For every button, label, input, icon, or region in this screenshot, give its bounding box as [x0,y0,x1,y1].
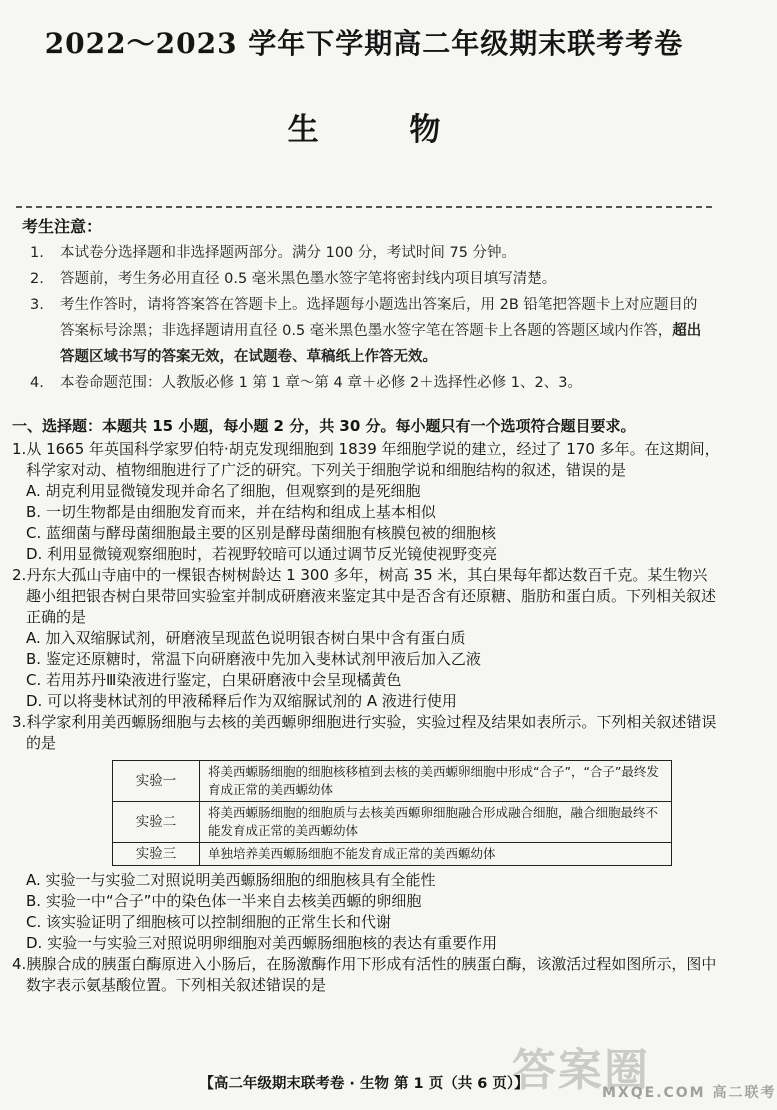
option-b: B. 实验一中“合子”中的染色体一半来自去核美西螈的卵细胞 [26,892,422,910]
notice-item [30,292,710,370]
table-row [113,843,672,866]
option-c: C. 蓝细菌与酵母菌细胞最主要的区别是酵母菌细胞有核膜包被的细胞核 [26,524,497,542]
option-d: D. 可以将斐林试剂的甲液稀释后作为双缩脲试剂的 A 液进行使用 [26,692,457,710]
option-b: B. 鉴定还原糖时，常温下向研磨液中先加入斐林试剂甲液后加入乙液 [26,650,481,668]
option-a: A. 实验一与实验二对照说明美西螈肠细胞的细胞核具有全能性 [26,871,436,889]
option-a: A. 胡克利用显微镜发现并命名了细胞，但观察到的是死细胞 [26,482,421,500]
question-stem [12,954,722,996]
notice-item-number: 2. [30,271,44,287]
experiment-table [112,760,672,866]
option-c: C. 若用苏丹Ⅲ染液进行鉴定，白果研磨液中会呈现橘黄色 [26,671,402,689]
notice-item-emphasis: 超出答题区域书写的答案无效，在试题卷、草稿纸上作答无效。 [60,323,702,365]
notice-item-number: 4. [30,375,44,391]
question-stem [12,439,722,481]
watermark-logo [512,1034,777,1104]
notice-item-text: 答题前，考生务必用直径 0.5 毫米黑色墨水签字笔将密封线内项目填写清楚。 [60,271,557,287]
notice-item [30,240,710,266]
question-text: 从 1665 年英国科学家罗伯特·胡克发现细胞到 1839 年细胞学说的建立，经过了 170 多年。在这期间，科学家对动、植物细胞进行了广泛的研究。下列关于细胞学说和细胞结构的叙述，错误的是 [26,440,720,479]
question-stem [12,565,722,628]
notice-list [30,240,710,396]
table-row [113,761,672,802]
table-cell-content: 单独培养美西螈肠细胞不能发育成正常的美西螈幼体 [200,843,672,866]
exam-title: 2022～2023 学年下学期高二年级期末联考考卷 [44,27,684,60]
section-heading: 一、选择题：本题共 15 小题，每小题 2 分，共 30 分。每小题只有一个选项符合题目要求。 [12,417,636,435]
option-d: D. 实验一与实验三对照说明卵细胞对美西螈肠细胞核的表达有重要作用 [26,934,498,952]
notice-item [30,370,710,396]
dashed-divider [16,206,712,208]
question-number: 3. [12,713,27,731]
notice-item-number: 3. [30,297,44,313]
question-number: 1. [12,440,27,458]
notice-item-text: 考生作答时，请将答案答在答题卡上。选择题每小题选出答案后，用 2B 铅笔把答题卡上对应题目的答案标号涂黑；非选择题请用直径 0.5 毫米黑色墨水签字笔在答题卡上各题的答题区域内作答， [60,297,698,339]
question-text: 丹东大孤山寺庙中的一棵银杏树树龄达 1 300 多年，树高 35 米，其白果每年都达数百千克。某生物兴趣小组把银杏树白果带回实验室并制成研磨液来鉴定其中是否含有还原糖、脂肪和蛋白质。下列相关叙述正确的是 [26,566,717,626]
question-text: 胰腺合成的胰蛋白酶原进入小肠后，在肠激酶作用下形成有活性的胰蛋白酶，该激活过程如图所示，图中数字表示氨基酸位置。下列相关叙述错误的是 [26,955,717,994]
watermark-text: 答案圈 [512,1045,650,1096]
notice-item-text: 本试卷分选择题和非选择题两部分。满分 100 分，考试时间 75 分钟。 [60,245,517,261]
table-cell-label: 实验一 [113,761,200,802]
notice-heading: 考生注意： [22,217,103,236]
question-1 [12,439,722,565]
question-number: 2. [12,566,27,584]
question-number: 4. [12,955,27,973]
question-text: 科学家利用美西螈肠细胞与去核的美西螈卵细胞进行实验，实验过程及结果如表所示。下列相关叙述错误的是 [26,713,717,752]
subject-title: 生 物 [287,112,481,148]
option-d: D. 利用显微镜观察细胞时，若视野较暗可以通过调节反光镜使视野变亮 [26,545,498,563]
notice-item-number: 1. [30,245,44,261]
question-list [12,439,722,996]
table-cell-content: 将美西螈肠细胞的细胞质与去核美西螈卵细胞融合形成融合细胞，融合细胞最终不能发育成正常的美西螈幼体 [200,802,672,843]
table-cell-label: 实验三 [113,843,200,866]
notice-item-text: 本卷命题范围：人教版必修 1 第 1 章～第 4 章＋必修 2＋选择性必修 1、2、3。 [60,375,582,391]
watermark-subtext: MXQE.COM 高二联考 [602,1085,777,1101]
option-b: B. 一切生物都是由细胞发育而来，并在结构和组成上基本相似 [26,503,436,521]
table-row [113,802,672,843]
option-c: C. 该实验证明了细胞核可以控制细胞的正常生长和代谢 [26,913,392,931]
question-stem [12,712,722,754]
notice-item [30,266,710,292]
option-a: A. 加入双缩脲试剂，研磨液呈现蓝色说明银杏树白果中含有蛋白质 [26,629,466,647]
question-2 [12,565,722,712]
table-cell-content: 将美西螈肠细胞的细胞核移植到去核的美西螈卵细胞中形成“合子”，“合子”最终发育成正常的美西螈幼体 [200,761,672,802]
page-footer: 【高二年级期末联考卷 · 生物 第 1 页（共 6 页）】 [199,1076,529,1092]
question-4 [12,954,722,996]
question-3 [12,712,722,954]
table-cell-label: 实验二 [113,802,200,843]
